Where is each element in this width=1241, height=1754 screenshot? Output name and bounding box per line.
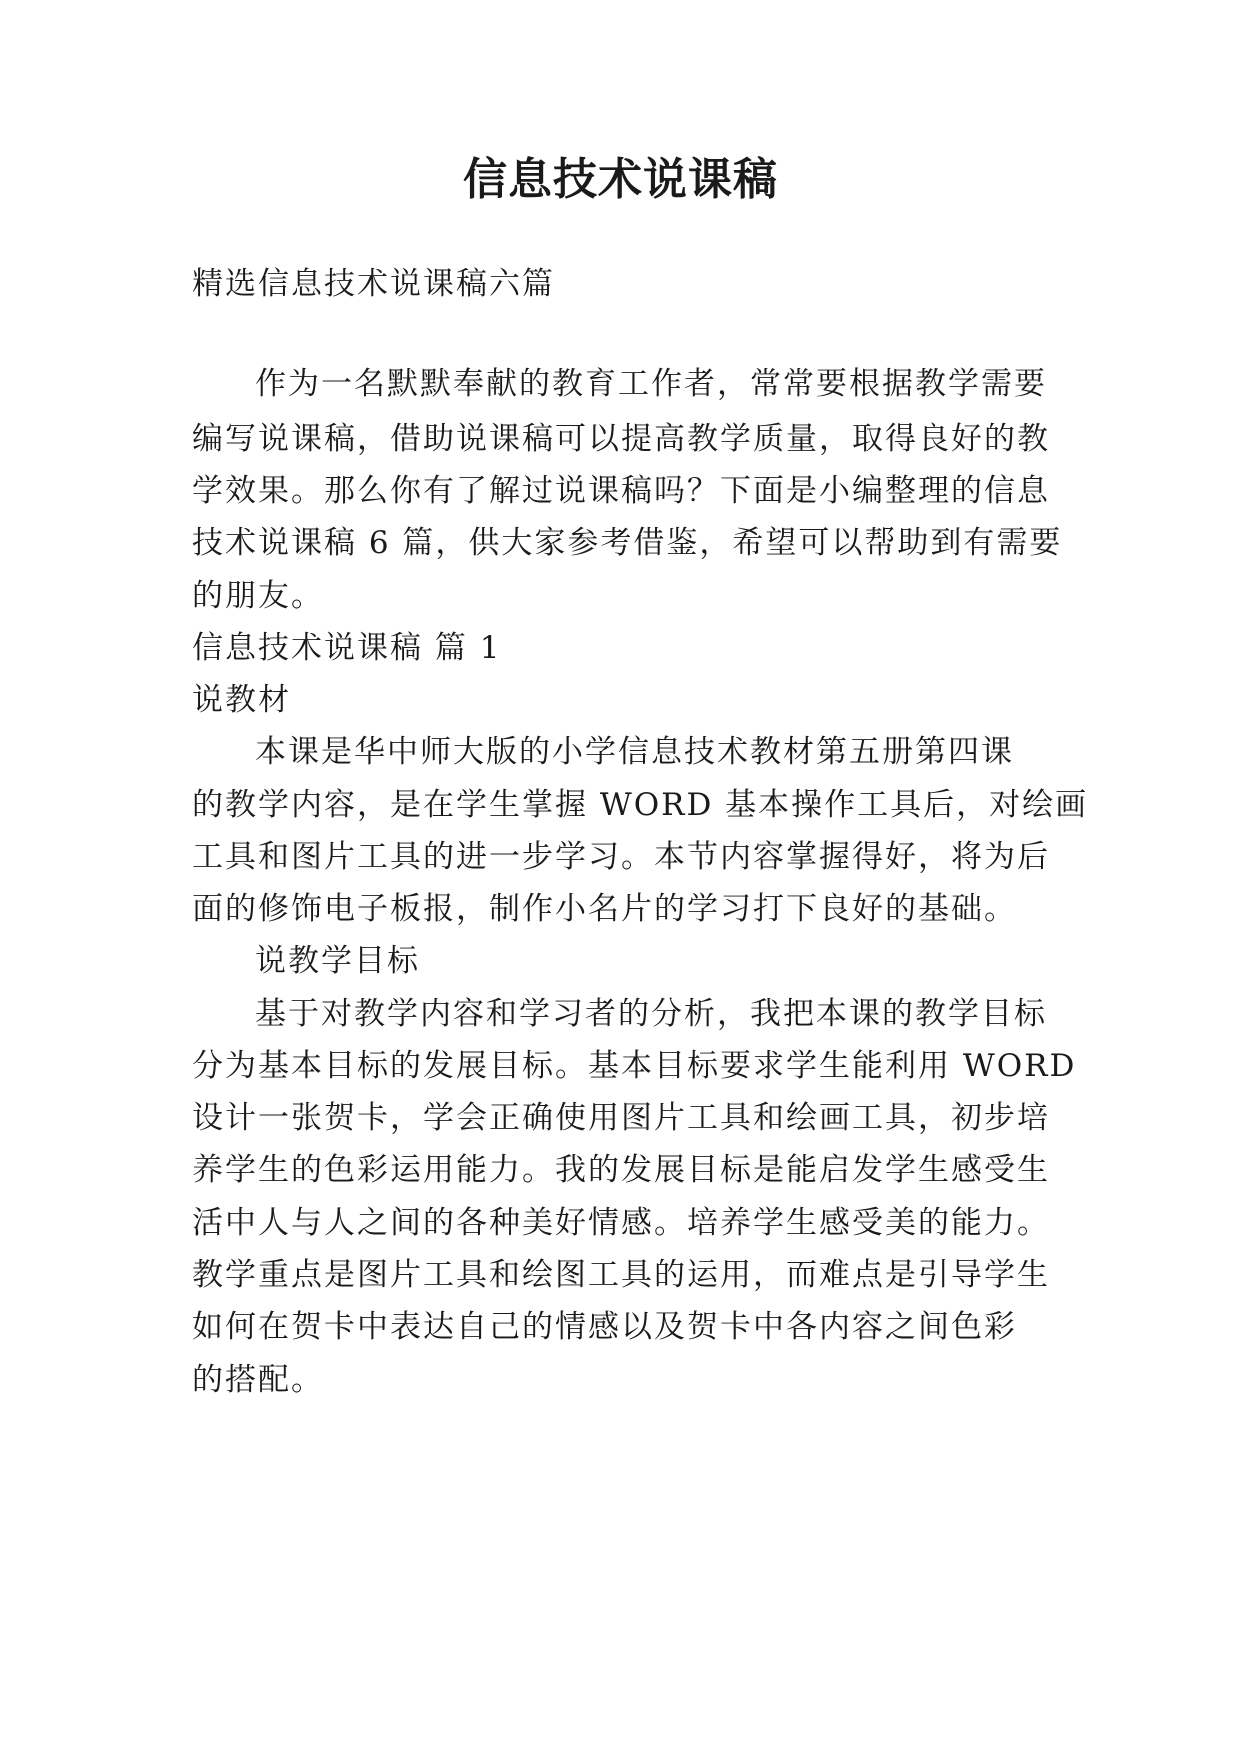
section-heading: 信息技术说课稿 篇 1 xyxy=(192,630,502,666)
goals-line: 如何在贺卡中表达自己的情感以及贺卡中各内容之间色彩 xyxy=(192,1309,1017,1345)
intro-line: 的朋友。 xyxy=(192,578,324,614)
material-line: 的教学内容，是在学生掌握 WORD 基本操作工具后，对绘画 xyxy=(192,787,1089,823)
intro-line: 作为一名默默奉献的教育工作者，常常要根据教学需要 xyxy=(255,366,1047,402)
goals-line: 设计一张贺卡，学会正确使用图片工具和绘画工具，初步培 xyxy=(192,1100,1050,1136)
goals-line: 养学生的色彩运用能力。我的发展目标是能启发学生感受生 xyxy=(192,1152,1050,1188)
goals-line: 分为基本目标的发展目标。基本目标要求学生能利用 WORD xyxy=(192,1048,1077,1084)
label-material: 说教材 xyxy=(192,682,291,718)
material-line: 本课是华中师大版的小学信息技术教材第五册第四课 xyxy=(255,734,1014,770)
goals-line: 活中人与人之间的各种美好情感。培养学生感受美的能力。 xyxy=(192,1205,1050,1241)
label-goals: 说教学目标 xyxy=(255,943,420,979)
document-subtitle: 精选信息技术说课稿六篇 xyxy=(192,266,555,302)
goals-line: 教学重点是图片工具和绘图工具的运用，而难点是引导学生 xyxy=(192,1257,1050,1293)
goals-line: 的搭配。 xyxy=(192,1362,324,1398)
document-title: 信息技术说课稿 xyxy=(463,154,778,205)
material-line: 工具和图片工具的进一步学习。本节内容掌握得好，将为后 xyxy=(192,839,1050,875)
intro-line: 学效果。那么你有了解过说课稿吗？下面是小编整理的信息 xyxy=(192,473,1050,509)
material-line: 面的修饰电子板报，制作小名片的学习打下良好的基础。 xyxy=(192,891,1017,927)
goals-line: 基于对教学内容和学习者的分析，我把本课的教学目标 xyxy=(255,996,1047,1032)
intro-line: 技术说课稿 6 篇，供大家参考借鉴，希望可以帮助到有需要 xyxy=(192,525,1063,561)
intro-line: 编写说课稿，借助说课稿可以提高教学质量，取得良好的教 xyxy=(192,421,1050,457)
